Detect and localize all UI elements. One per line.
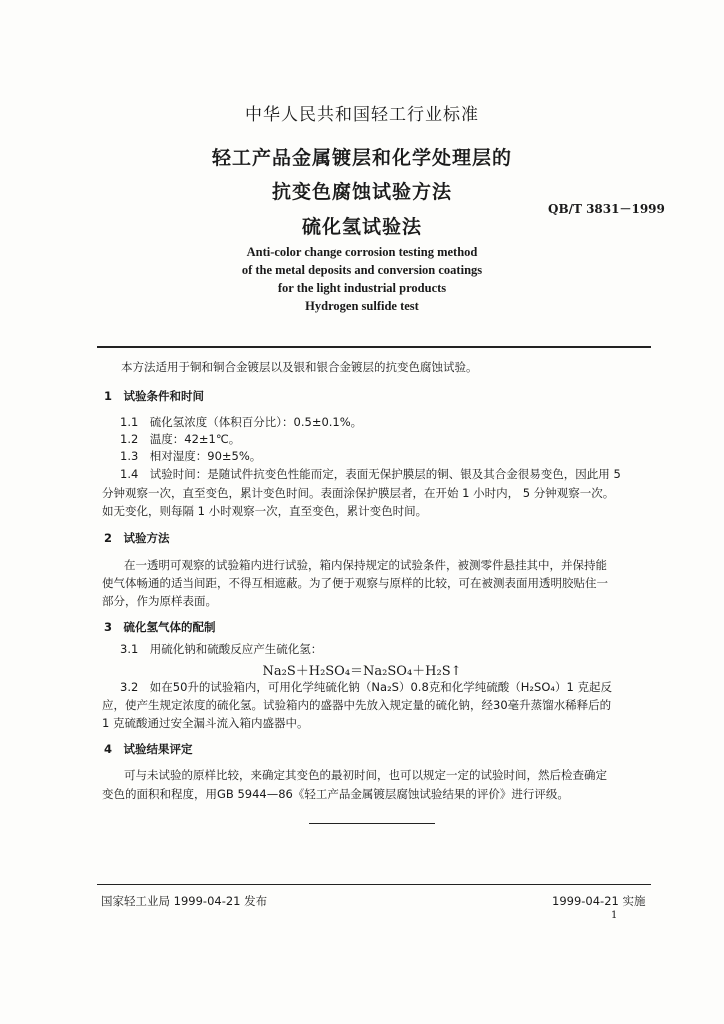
clause-1-4-line-1: 1.4 试验时间：是随试件抗变色性能而定，表面无保护膜层的铜、银及其合金很易变色，因此用 5 [120,467,621,481]
chemical-equation: Na₂S＋H₂SO₄＝Na₂SO₄＋H₂S↑ [262,664,462,679]
section-1-heading: 1 试验条件和时间 [104,389,205,403]
scope-statement: 本方法适用于铜和铜合金镀层以及银和银合金镀层的抗变色腐蚀试验。 [121,360,478,374]
standard-authority: 中华人民共和国轻工行业标准 [245,105,479,125]
english-title-line-2: of the metal deposits and conversion coatings [241,263,483,277]
clause-3-2-line-2: 应，使产生规定浓度的硫化氢。试验箱内的盛器中先放入规定量的硫化钠，经30毫升蒸馏水稀释后的 [102,698,612,712]
clause-1-3: 1.3 相对湿度：90±5%。 [120,449,262,463]
page-number: 1 [611,910,618,921]
document-title-line-1: 轻工产品金属镀层和化学处理层的 [211,147,512,169]
section-2-heading: 2 试验方法 [104,531,170,545]
clause-1-4-line-2: 分钟观察一次，直至变色，累计变色时间。表面涂保护膜层者，在开始 1 小时内， 5 分钟观察一次。 [102,486,615,500]
english-title-line-1: Anti-color change corrosion testing method [246,245,478,259]
clause-1-4-line-3: 如无变化，则每隔 1 小时观察一次，直至变色，累计变色时间。 [102,504,428,518]
section-2-line-1: 在一透明可观察的试验箱内进行试验，箱内保持规定的试验条件，被测零件悬挂其中，并保持能 [124,558,607,572]
document-title-line-2: 抗变色腐蚀试验方法 [271,181,452,203]
standard-code [548,200,665,217]
section-3-heading: 3 硫化氢气体的配制 [104,620,216,634]
footer-divider [97,884,651,885]
section-2-line-2: 使气体畅通的适当间距，不得互相遮蔽。为了便于观察与原样的比较，可在被测表面用透明胶贴住一 [102,576,608,590]
section-4-heading: 4 试验结果评定 [104,742,193,756]
section-4-line-1: 可与未试验的原样比较，来确定其变色的最初时间，也可以规定一定的试验时间，然后检查确定 [124,768,607,782]
document-title-line-3: 硫化氢试验法 [301,216,422,238]
end-mark-rule [309,823,435,824]
issue-info: 国家轻工业局 1999-04-21 发布 [101,894,268,908]
english-title-line-4: Hydrogen sulfide test [305,299,419,313]
standard-code-text: QB/T 3831－1999 [548,202,665,216]
clause-1-2: 1.2 温度：42±1℃。 [120,432,241,446]
section-2-line-3: 部分，作为原样表面。 [102,594,217,608]
clause-1-1: 1.1 硫化氢浓度（体积百分比）：0.5±0.1%。 [120,415,363,429]
effective-info: 1999-04-21 实施 [552,894,646,908]
header-divider [97,346,651,348]
clause-3-2-line-1: 3.2 如在50升的试验箱内，可用化学纯硫化钠（Na₂S）0.8克和化学纯硫酸（H₂SO₄）1 克起反 [120,680,612,694]
section-4-line-2: 变色的面积和程度，用GB 5944—86《轻工产品金属镀层腐蚀试验结果的评价》进行评级。 [102,787,569,801]
english-title-line-3: for the light industrial products [277,281,447,295]
clause-3-2-line-3: 1 克硫酸通过安全漏斗流入箱内盛器中。 [102,716,309,730]
clause-3-1: 3.1 用硫化钠和硫酸反应产生硫化氢： [120,642,323,656]
